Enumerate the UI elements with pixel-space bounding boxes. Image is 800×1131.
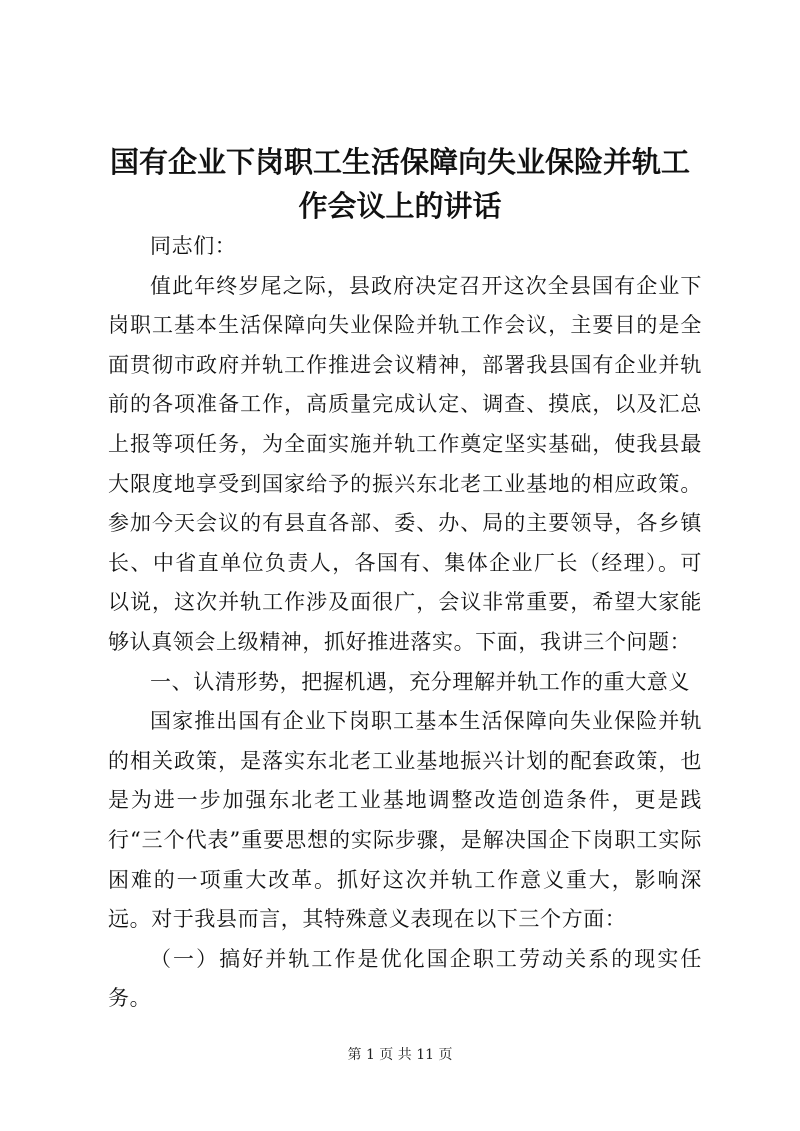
document-body xyxy=(108,227,702,1019)
title-line-1: 国有企业下岗职工生活保障向失业保险并轨工 xyxy=(109,145,690,179)
page-number: 第 1 页 共 11 页 xyxy=(347,1047,453,1063)
salutation: 同志们： xyxy=(150,234,237,258)
document-title xyxy=(100,140,700,228)
subsection-heading-1: （一）搞好并轨工作是优化国企职工劳动关系的现实任务。 xyxy=(108,946,702,1011)
title-line-2: 作会议上的讲话 xyxy=(298,189,502,223)
page-footer xyxy=(0,1044,800,1064)
paragraph-intro: 值此年终岁尾之际，县政府决定召开这次全县国有企业下岗职工基本生活保障向失业保险并轨工作会议，主要目的是全面贯彻市政府并轨工作推进会议精神，部署我县国有企业并轨前的各项准备工作，高质量完成认定、调查、摸底，以及汇总上报等项任务，为全面实施并轨工作奠定坚实基础，使我县最大限度地享受到国家给予的振兴东北老工业基地的相应政策。参加今天会议的有县直各部、委、办、局的主要领导，各乡镇长、中省直单位负责人，各国有、集体企业厂长（经理）。可以说，这次并轨工作涉及面很广，会议非常重要，希望大家能够认真领会上级精神，抓好推进落实。下面，我讲三个问题： xyxy=(108,273,702,654)
section-heading-1: 一、认清形势，把握机遇，充分理解并轨工作的重大意义 xyxy=(150,669,690,694)
paragraph-significance: 国家推出国有企业下岗职工基本生活保障向失业保险并轨的相关政策，是落实东北老工业基地振兴计划的配套政策，也是为进一步加强东北老工业基地调整改造创造条件，更是践行“三个代表”重要思想的实际步骤，是解决国企下岗职工实际困难的一项重大改革。抓好这次并轨工作意义重大，影响深远。对于我县而言，其特殊意义表现在以下三个方面： xyxy=(108,709,702,932)
